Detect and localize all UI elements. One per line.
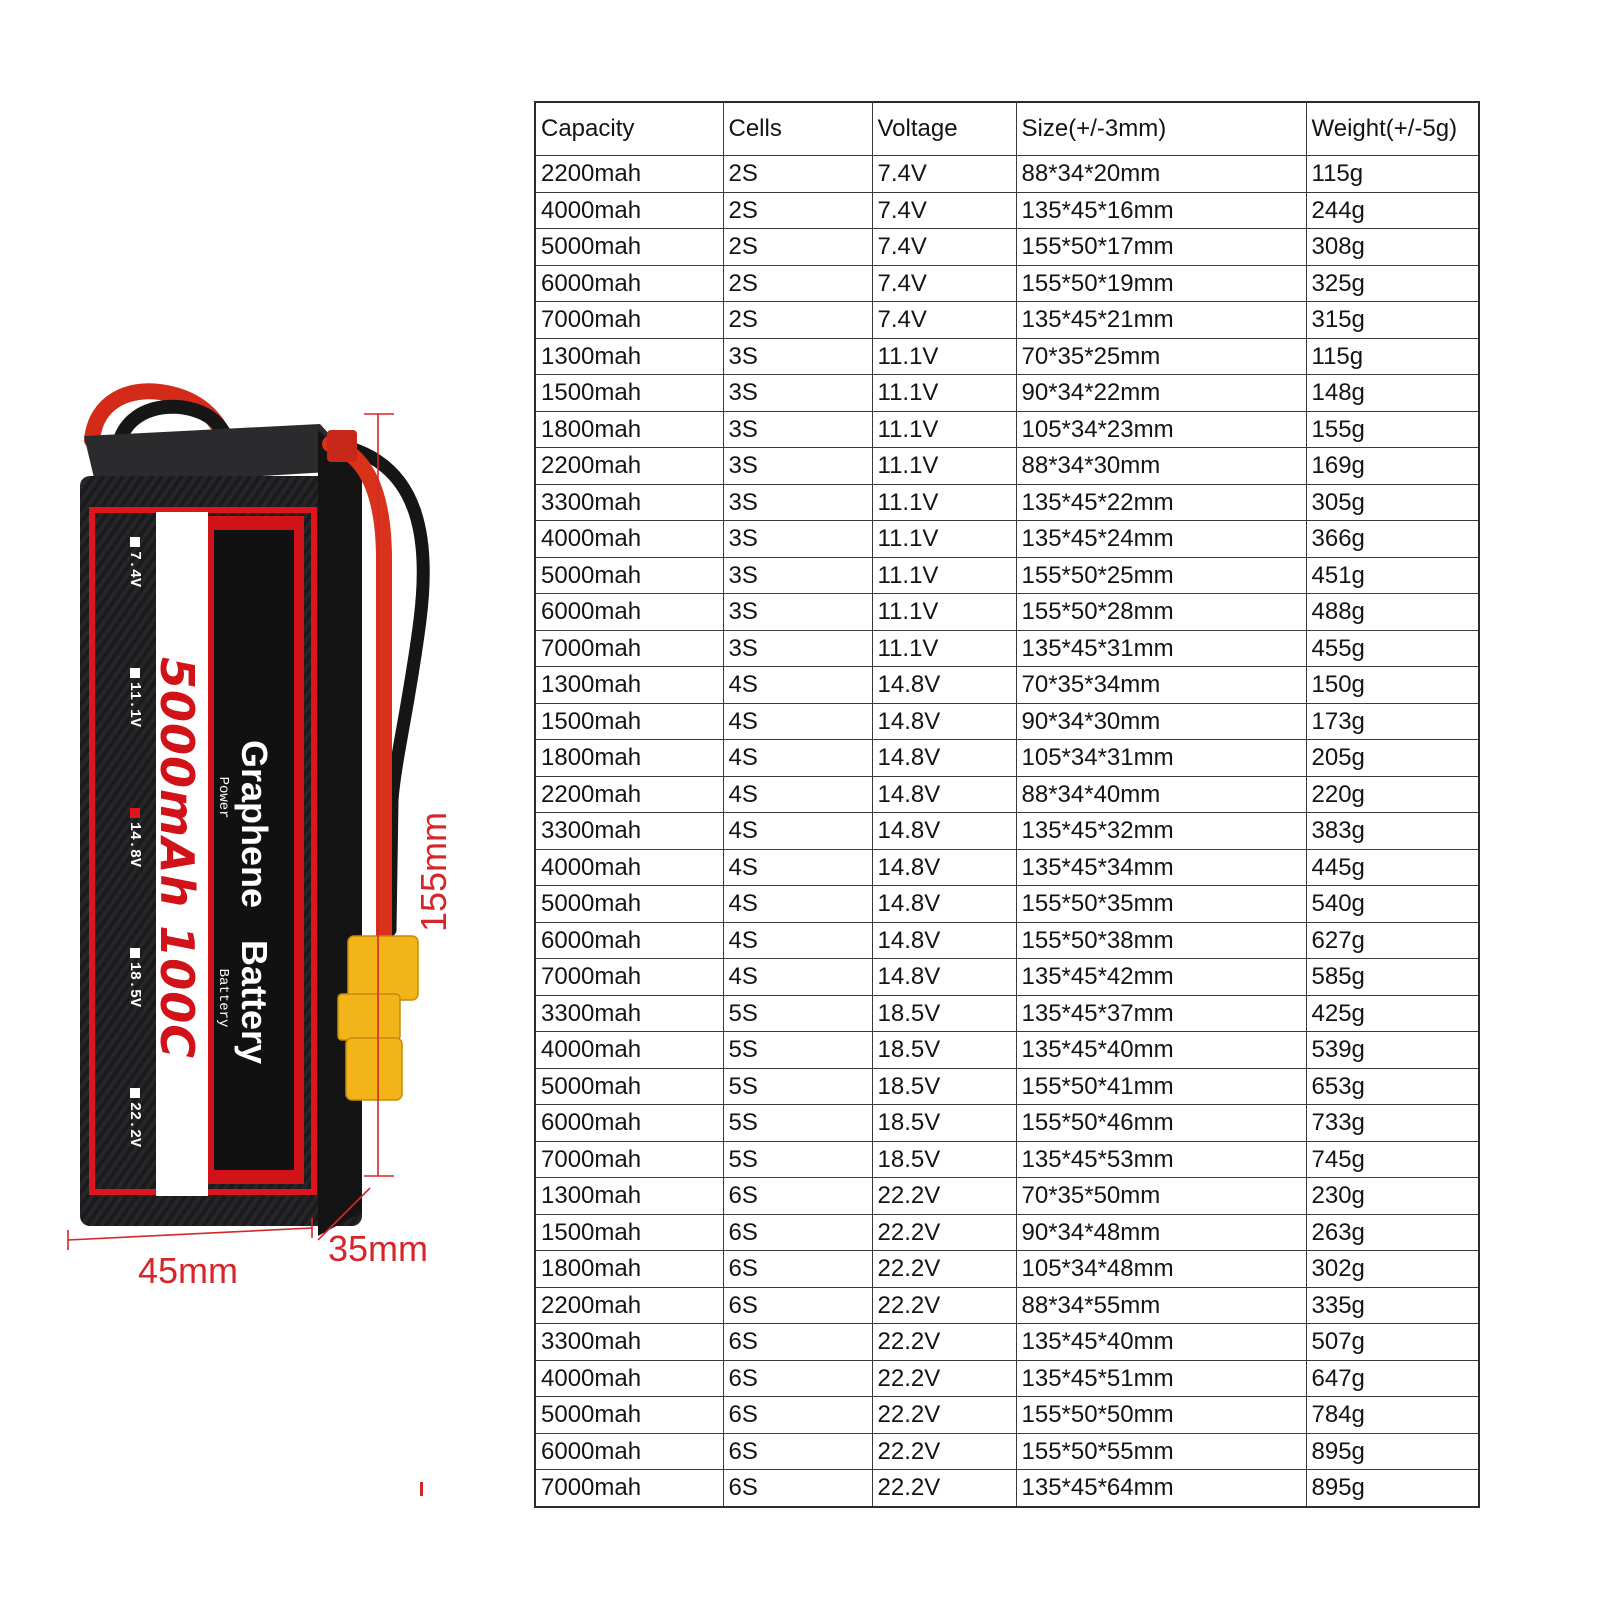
size-cell: 135*45*31mm: [1016, 630, 1306, 667]
voltage-cell: 18.5V: [872, 995, 1016, 1032]
voltage-cell: 22.2V: [872, 1470, 1016, 1507]
cells-cell: 5S: [723, 1105, 872, 1142]
voltage-item-14v8: 14.8V: [127, 808, 144, 867]
weight-cell: 653g: [1306, 1068, 1479, 1105]
voltage-cell: 11.1V: [872, 557, 1016, 594]
voltage-item-7v4: 7.4V: [127, 537, 144, 587]
cells-cell: 4S: [723, 703, 872, 740]
capacity-cell: 5000mah: [535, 557, 723, 594]
voltage-cell: 11.1V: [872, 411, 1016, 448]
weight-cell: 335g: [1306, 1287, 1479, 1324]
size-cell: 88*34*20mm: [1016, 156, 1306, 193]
cells-cell: 3S: [723, 484, 872, 521]
capacity-cell: 1500mah: [535, 375, 723, 412]
size-cell: 135*45*22mm: [1016, 484, 1306, 521]
size-cell: 155*50*50mm: [1016, 1397, 1306, 1434]
capacity-cell: 4000mah: [535, 1360, 723, 1397]
capacity-cell: 6000mah: [535, 1433, 723, 1470]
cells-cell: 3S: [723, 375, 872, 412]
voltage-cell: 22.2V: [872, 1324, 1016, 1361]
size-cell: 135*45*34mm: [1016, 849, 1306, 886]
voltage-cell: 14.8V: [872, 922, 1016, 959]
table-row: [535, 703, 1479, 740]
cells-cell: 3S: [723, 338, 872, 375]
cells-cell: 4S: [723, 740, 872, 777]
cells-cell: 2S: [723, 156, 872, 193]
capacity-cell: 2200mah: [535, 776, 723, 813]
cells-cell: 5S: [723, 1068, 872, 1105]
table-row: [535, 776, 1479, 813]
table-row: [535, 156, 1479, 193]
header-weight: Weight(+/-5g): [1306, 102, 1479, 156]
cells-cell: 4S: [723, 776, 872, 813]
size-cell: 105*34*31mm: [1016, 740, 1306, 777]
weight-cell: 115g: [1306, 338, 1479, 375]
voltage-cell: 11.1V: [872, 338, 1016, 375]
size-cell: 135*45*40mm: [1016, 1324, 1306, 1361]
weight-cell: 647g: [1306, 1360, 1479, 1397]
weight-cell: 445g: [1306, 849, 1479, 886]
capacity-cell: 3300mah: [535, 484, 723, 521]
capacity-cell: 2200mah: [535, 448, 723, 485]
table-row: [535, 192, 1479, 229]
dimension-height-label: 155mm: [413, 811, 454, 933]
table-row: [535, 1105, 1479, 1142]
capacity-cell: 7000mah: [535, 302, 723, 339]
size-cell: 155*50*25mm: [1016, 557, 1306, 594]
capacity-cell: 1500mah: [535, 703, 723, 740]
capacity-cell: 1300mah: [535, 338, 723, 375]
voltage-cell: 18.5V: [872, 1141, 1016, 1178]
voltage-cell: 11.1V: [872, 521, 1016, 558]
size-cell: 135*45*42mm: [1016, 959, 1306, 996]
weight-cell: 455g: [1306, 630, 1479, 667]
capacity-cell: 1300mah: [535, 667, 723, 704]
voltage-cell: 14.8V: [872, 667, 1016, 704]
voltage-cell: 14.8V: [872, 740, 1016, 777]
capacity-cell: 6000mah: [535, 265, 723, 302]
cells-cell: 3S: [723, 448, 872, 485]
voltage-cell: 14.8V: [872, 703, 1016, 740]
voltage-cell: 11.1V: [872, 630, 1016, 667]
weight-cell: 173g: [1306, 703, 1479, 740]
capacity-cell: 1800mah: [535, 1251, 723, 1288]
size-cell: 70*35*25mm: [1016, 338, 1306, 375]
weight-cell: 895g: [1306, 1433, 1479, 1470]
weight-cell: 425g: [1306, 995, 1479, 1032]
voltage-cell: 14.8V: [872, 813, 1016, 850]
cells-cell: 4S: [723, 813, 872, 850]
size-cell: 135*45*32mm: [1016, 813, 1306, 850]
header-voltage: Voltage: [872, 102, 1016, 156]
table-row: [535, 411, 1479, 448]
table-row: [535, 338, 1479, 375]
weight-cell: 745g: [1306, 1141, 1479, 1178]
battery-figure: [0, 0, 520, 1600]
cells-cell: 6S: [723, 1178, 872, 1215]
voltage-cell: 18.5V: [872, 1032, 1016, 1069]
spec-table-container: [534, 101, 1480, 1508]
brand-line2: Battery: [234, 939, 275, 1065]
voltage-cell: 14.8V: [872, 849, 1016, 886]
voltage-cell: 7.4V: [872, 302, 1016, 339]
cells-cell: 3S: [723, 630, 872, 667]
weight-cell: 540g: [1306, 886, 1479, 923]
voltage-cell: 22.2V: [872, 1433, 1016, 1470]
capacity-cell: 7000mah: [535, 959, 723, 996]
weight-cell: 205g: [1306, 740, 1479, 777]
weight-cell: 308g: [1306, 229, 1479, 266]
capacity-cell: 1300mah: [535, 1178, 723, 1215]
size-cell: 88*34*40mm: [1016, 776, 1306, 813]
table-row: [535, 1360, 1479, 1397]
cells-cell: 4S: [723, 886, 872, 923]
brand-sub1: Power: [215, 776, 231, 819]
weight-cell: 230g: [1306, 1178, 1479, 1215]
weight-cell: 585g: [1306, 959, 1479, 996]
table-row: [535, 1324, 1479, 1361]
table-row: [535, 922, 1479, 959]
table-row: [535, 302, 1479, 339]
capacity-cell: 4000mah: [535, 849, 723, 886]
cells-cell: 4S: [723, 959, 872, 996]
voltage-cell: 14.8V: [872, 886, 1016, 923]
weight-cell: 169g: [1306, 448, 1479, 485]
weight-cell: 507g: [1306, 1324, 1479, 1361]
cells-cell: 6S: [723, 1287, 872, 1324]
size-cell: 155*50*19mm: [1016, 265, 1306, 302]
size-cell: 90*34*30mm: [1016, 703, 1306, 740]
capacity-cell: 4000mah: [535, 521, 723, 558]
cells-cell: 3S: [723, 411, 872, 448]
cells-cell: 4S: [723, 922, 872, 959]
cells-cell: 2S: [723, 302, 872, 339]
capacity-cell: 5000mah: [535, 1397, 723, 1434]
voltage-cell: 22.2V: [872, 1251, 1016, 1288]
table-row: [535, 1032, 1479, 1069]
weight-cell: 627g: [1306, 922, 1479, 959]
table-row: [535, 1214, 1479, 1251]
header-size: Size(+/-3mm): [1016, 102, 1306, 156]
capacity-cell: 5000mah: [535, 229, 723, 266]
size-cell: 155*50*55mm: [1016, 1433, 1306, 1470]
size-cell: 135*45*21mm: [1016, 302, 1306, 339]
voltage-cell: 11.1V: [872, 375, 1016, 412]
capacity-cell: 6000mah: [535, 922, 723, 959]
weight-cell: 325g: [1306, 265, 1479, 302]
size-cell: 70*35*50mm: [1016, 1178, 1306, 1215]
cells-cell: 4S: [723, 667, 872, 704]
table-row: [535, 740, 1479, 777]
weight-cell: 539g: [1306, 1032, 1479, 1069]
size-cell: 135*45*51mm: [1016, 1360, 1306, 1397]
cells-cell: 6S: [723, 1251, 872, 1288]
capacity-cell: 1500mah: [535, 1214, 723, 1251]
capacity-cell: 4000mah: [535, 1032, 723, 1069]
capacity-cell: 6000mah: [535, 594, 723, 631]
capacity-cell: 4000mah: [535, 192, 723, 229]
size-cell: 105*34*48mm: [1016, 1251, 1306, 1288]
capacity-cell: 2200mah: [535, 156, 723, 193]
voltage-cell: 22.2V: [872, 1397, 1016, 1434]
table-row: [535, 1433, 1479, 1470]
voltage-cell: 14.8V: [872, 959, 1016, 996]
voltage-cell: 22.2V: [872, 1287, 1016, 1324]
table-row: [535, 1470, 1479, 1507]
battery-side-face: [318, 430, 362, 1236]
table-row: [535, 1397, 1479, 1434]
weight-cell: 488g: [1306, 594, 1479, 631]
cells-cell: 4S: [723, 849, 872, 886]
cells-cell: 6S: [723, 1397, 872, 1434]
cells-cell: 5S: [723, 1141, 872, 1178]
size-cell: 135*45*16mm: [1016, 192, 1306, 229]
cells-cell: 2S: [723, 192, 872, 229]
table-row: [535, 1251, 1479, 1288]
weight-cell: 315g: [1306, 302, 1479, 339]
weight-cell: 244g: [1306, 192, 1479, 229]
weight-cell: 155g: [1306, 411, 1479, 448]
voltage-cell: 18.5V: [872, 1068, 1016, 1105]
weight-cell: 366g: [1306, 521, 1479, 558]
capacity-cell: 3300mah: [535, 1324, 723, 1361]
table-header-row: [535, 102, 1479, 156]
capacity-cell: 7000mah: [535, 1470, 723, 1507]
size-cell: 90*34*22mm: [1016, 375, 1306, 412]
capacity-cell: 6000mah: [535, 1105, 723, 1142]
size-cell: 155*50*28mm: [1016, 594, 1306, 631]
table-row: [535, 448, 1479, 485]
table-row: [535, 995, 1479, 1032]
table-body: [535, 156, 1479, 1507]
voltage-cell: 14.8V: [872, 776, 1016, 813]
table-row: [535, 886, 1479, 923]
weight-cell: 220g: [1306, 776, 1479, 813]
label-white-band: [156, 512, 208, 1196]
size-cell: 88*34*30mm: [1016, 448, 1306, 485]
weight-cell: 263g: [1306, 1214, 1479, 1251]
voltage-item-18v5: 18.5V: [127, 948, 144, 1007]
voltage-cell: 22.2V: [872, 1214, 1016, 1251]
cells-cell: 5S: [723, 995, 872, 1032]
voltage-cell: 11.1V: [872, 484, 1016, 521]
cells-cell: 2S: [723, 265, 872, 302]
cable-sleeve: [327, 430, 357, 462]
voltage-cell: 7.4V: [872, 229, 1016, 266]
header-cells: Cells: [723, 102, 872, 156]
table-row: [535, 594, 1479, 631]
table-row: [535, 1287, 1479, 1324]
size-cell: 155*50*46mm: [1016, 1105, 1306, 1142]
capacity-cell: 7000mah: [535, 630, 723, 667]
cells-cell: 3S: [723, 557, 872, 594]
weight-cell: 451g: [1306, 557, 1479, 594]
size-cell: 155*50*41mm: [1016, 1068, 1306, 1105]
voltage-cell: 22.2V: [872, 1178, 1016, 1215]
weight-cell: 895g: [1306, 1470, 1479, 1507]
voltage-cell: 7.4V: [872, 265, 1016, 302]
size-cell: 135*45*24mm: [1016, 521, 1306, 558]
capacity-cell: 7000mah: [535, 1141, 723, 1178]
table-row: [535, 1068, 1479, 1105]
size-cell: 135*45*40mm: [1016, 1032, 1306, 1069]
stray-mark: [420, 1482, 423, 1496]
table-row: [535, 959, 1479, 996]
size-cell: 155*50*17mm: [1016, 229, 1306, 266]
size-cell: 135*45*53mm: [1016, 1141, 1306, 1178]
size-cell: 70*35*34mm: [1016, 667, 1306, 704]
table-row: [535, 521, 1479, 558]
size-cell: 90*34*48mm: [1016, 1214, 1306, 1251]
capacity-cell: 1800mah: [535, 740, 723, 777]
voltage-cell: 11.1V: [872, 448, 1016, 485]
voltage-cell: 22.2V: [872, 1360, 1016, 1397]
size-cell: 155*50*38mm: [1016, 922, 1306, 959]
weight-cell: 305g: [1306, 484, 1479, 521]
table-row: [535, 1178, 1479, 1215]
size-cell: 105*34*23mm: [1016, 411, 1306, 448]
cells-cell: 6S: [723, 1324, 872, 1361]
cells-cell: 3S: [723, 594, 872, 631]
cells-cell: 6S: [723, 1470, 872, 1507]
label-black-inner: [214, 530, 294, 1170]
table-row: [535, 484, 1479, 521]
brand-line1: Graphene: [234, 739, 275, 908]
weight-cell: 150g: [1306, 667, 1479, 704]
dimension-width-label: 45mm: [138, 1250, 239, 1291]
capacity-cell: 5000mah: [535, 886, 723, 923]
table-row: [535, 813, 1479, 850]
cells-cell: 5S: [723, 1032, 872, 1069]
size-cell: 88*34*55mm: [1016, 1287, 1306, 1324]
battery-illustration: [0, 0, 520, 1600]
table-row: [535, 849, 1479, 886]
capacity-cell: 3300mah: [535, 995, 723, 1032]
weight-cell: 383g: [1306, 813, 1479, 850]
cells-cell: 2S: [723, 229, 872, 266]
table-row: [535, 265, 1479, 302]
weight-cell: 733g: [1306, 1105, 1479, 1142]
dimension-depth-label: 35mm: [328, 1228, 429, 1269]
capacity-cell: 2200mah: [535, 1287, 723, 1324]
cells-cell: 3S: [723, 521, 872, 558]
weight-cell: 302g: [1306, 1251, 1479, 1288]
cells-cell: 6S: [723, 1433, 872, 1470]
capacity-cell: 3300mah: [535, 813, 723, 850]
size-cell: 155*50*35mm: [1016, 886, 1306, 923]
spec-table: [534, 101, 1480, 1508]
voltage-cell: 7.4V: [872, 192, 1016, 229]
table-row: [535, 229, 1479, 266]
size-cell: 135*45*64mm: [1016, 1470, 1306, 1507]
weight-cell: 115g: [1306, 156, 1479, 193]
table-row: [535, 557, 1479, 594]
voltage-item-22v2: 22.2V: [127, 1088, 144, 1147]
brand-sub2: Battery: [215, 968, 231, 1028]
capacity-cell: 5000mah: [535, 1068, 723, 1105]
weight-cell: 784g: [1306, 1397, 1479, 1434]
voltage-item-11v1: 11.1V: [127, 668, 144, 727]
table-row: [535, 667, 1479, 704]
table-row: [535, 630, 1479, 667]
header-capacity: Capacity: [535, 102, 723, 156]
capacity-cell: 1800mah: [535, 411, 723, 448]
cells-cell: 6S: [723, 1214, 872, 1251]
voltage-cell: 18.5V: [872, 1105, 1016, 1142]
capacity-label: 5000mAh 100C: [150, 656, 204, 1060]
cells-cell: 6S: [723, 1360, 872, 1397]
size-cell: 135*45*37mm: [1016, 995, 1306, 1032]
voltage-cell: 7.4V: [872, 156, 1016, 193]
table-row: [535, 375, 1479, 412]
table-row: [535, 1141, 1479, 1178]
weight-cell: 148g: [1306, 375, 1479, 412]
voltage-cell: 11.1V: [872, 594, 1016, 631]
